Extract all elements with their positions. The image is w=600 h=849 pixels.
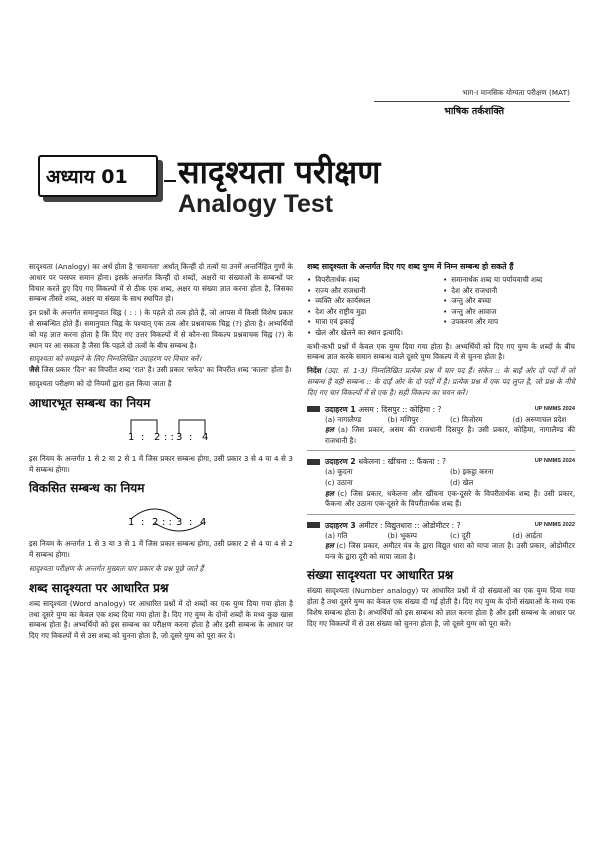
example-marker (307, 522, 320, 528)
example-marker (307, 459, 320, 465)
section-header: भाषिक तर्कशक्ति (444, 106, 504, 117)
series-header: भाग-I मानसिक योग्यता परीक्षण (MAT) (462, 88, 570, 97)
intro-italic: सादृश्यता को समझने के लिए निम्नलिखित उदाहरण पर विचार करें। (29, 354, 202, 364)
relation-item: • जन्तु और बच्चा (443, 296, 575, 307)
relation-item: • देश और राष्ट्रीय मुद्रा (307, 307, 439, 318)
option: (d) आर्द्रता (512, 530, 543, 540)
rule1-n3: 3 (176, 431, 183, 443)
chapter-number: अध्याय 01 (46, 166, 128, 188)
example-3-solution (325, 541, 575, 562)
rule2-text: इस नियम के अन्तर्गत 1 से 3 या 3 से 1 में जिस प्रकार सम्बन्ध होगा, उसी प्रकार 2 से 4 या 4 से 2 में सम्बन्ध होगा। (29, 539, 293, 560)
example-divider (307, 514, 575, 515)
rule1-sep2: : : (164, 431, 174, 443)
example-2-question: धकेलना : खींचना :: फैंकना : ? (358, 457, 447, 467)
rule2-n2: 2 (152, 517, 159, 529)
directions-text: (उदा. सं. 1-3) निम्नलिखित प्रत्येक प्रश्न में चार पद हैं। संकेत :: के बाईं ओर दो पदों में जो सम्बन्ध है वही सम्बन्ध :: के दाईं ओर के दो पदों में है। प्रत्येक प्रश्न में एक पद लुप्त है, जो प्रश्न के नीचे दिए गए चार विकल्पों में से एक है। सही विकल्प का चयन करें। (307, 366, 575, 397)
directions-label: निर्देश (307, 366, 322, 376)
solution-text: (c) जिस प्रकार, अमीटर यंत्र के द्वारा विद्युत धारा को मापा जाता है। उसी प्रकार, ओडोमीटर यन्त्र के द्वारा दूरी को मापा जाता है। (325, 541, 575, 561)
example-2-solution (325, 489, 575, 510)
option: (b) इकट्ठा करना (450, 467, 494, 477)
solution-label: हल (325, 488, 334, 498)
number-analogy-text: संख्या सादृश्यता (Number analogy) पर आधारित प्रश्नों में दो संख्याओं का एक युग्म दिया गया होता है तथा दूसरे युग्म का केवल एक संख्या दी गई होती है। दिए गए युग्म के दोनों संख्याओं के मध्य एक विशेष सम्बन्ध होता है। अभ्यर्थियों को इस सम्बन्ध को ज्ञात करना होता है और इसी सम्बन्ध के आधार पर दिए गए विकल्पों में से उस संख्या को चुनना होता है, जो दूसरे युग्म को पूरा करें। (307, 586, 575, 628)
number-analogy-title: संख्या सादृश्यता पर आधारित प्रश्न (307, 568, 454, 583)
example-2-label: उदाहरण 2 (325, 457, 356, 467)
example-1-tag: UP NMMS 2024 (534, 405, 575, 412)
word-analogy-title: शब्द सादृश्यता पर आधारित प्रश्न (29, 580, 169, 595)
example-1-header (307, 404, 575, 415)
example-1-question: असम : दिसपुर :: कोहिमा : ? (358, 404, 442, 414)
relation-item: • देश और राजधानी (443, 286, 575, 297)
option: (b) मणिपुर (387, 414, 419, 424)
rule2-italic-note: सादृश्यता परीक्षण के अन्तर्गत मुख्यतः चार प्रकार के प्रश्न पूछे जाते हैं (29, 563, 204, 573)
solution-label: हल (325, 425, 334, 435)
relations-paragraph: कभी-कभी प्रश्नों में केवल एक युग्म दिया गया होता है। अभ्यर्थियों को दिए गए युग्म के शब्दों के बीच सम्बन्ध ज्ञात करके समान सम्बन्ध वाले दूसरे युग्म विकल्प में से चुनना होता है। (307, 341, 575, 362)
rule2-sep3: : (189, 517, 193, 529)
relation-item: • जन्तु और आवाज (443, 307, 575, 318)
rule1-title: आधारभूत सम्बन्ध का नियम (29, 395, 151, 410)
rule2-n4: 4 (200, 517, 207, 529)
relations-title: शब्द सादृश्यता के अन्तर्गत दिए गए शब्द युग्म में निम्न सम्बन्ध हो सकते हैं (307, 262, 514, 271)
relation-item: • उपकरण और माप (443, 317, 575, 328)
intro-paragraph-3 (29, 354, 293, 376)
option: (d) खेल (450, 477, 474, 487)
chapter-title-english: Analogy Test (178, 190, 334, 218)
example-1-solution (325, 425, 575, 446)
rule1-diagram-svg (119, 414, 215, 448)
chapter-connector (164, 180, 176, 182)
rule1-diagram (119, 414, 215, 448)
example-1-label: उदाहरण 1 (325, 404, 356, 414)
rule2-diagram-svg (119, 499, 215, 533)
directions (307, 366, 575, 398)
rule2-sep2: : : (162, 517, 172, 529)
example-marker (307, 406, 320, 412)
rule2-n3: 3 (176, 517, 183, 529)
example-3-tag: UP NMMS 2022 (534, 521, 575, 528)
option: (c) मिजोरम (450, 414, 483, 424)
relation-item: • राज्य और राजधानी (307, 286, 439, 297)
intro-paragraph-4: सादृश्यता परीक्षण को दो नियमों द्वारा हल किया जाता है (29, 378, 172, 388)
example-3-question: अमीटर : विद्युतधारा :: ओडोमीटर : ? (358, 520, 461, 530)
intro-example-text: जिस प्रकार 'दिन' का विपरीत शब्द 'रात' है। उसी प्रकार 'सफेद' का विपरीत शब्द 'काला' होता है। (41, 365, 292, 375)
example-1-options (325, 415, 575, 426)
relation-item: • समानार्थक शब्द या पर्यायवाची शब्द (443, 275, 575, 286)
example-divider (307, 450, 575, 451)
example-2 (307, 456, 575, 514)
example-3-options (325, 531, 575, 542)
intro-paragraph-1: सादृश्यता (Analogy) का अर्थ होता है 'समानता' अर्थात् किन्हीं दो तत्वों या उनमें अन्तर्निहित गुणों के आधार पर परस्पर समान होना। इसके अन्तर्गत किन्हीं दो शब्दों, अक्षरों या संख्याओं के सम्बन्धों पर विचार करते हुए दिए गए विकल्पों में से ठीक एक शब्द, अक्षर या संख्या ज्ञात करना होता है, जिसका सम्बन्ध तीसरे शब्द, अक्षर या संख्या के साथ स्थापित हो। (29, 262, 293, 304)
solution-text: (a) जिस प्रकार, असम की राजधानी दिसपुर है। उसी प्रकार, कोहिमा, नागालैण्ड की राजधानी है। (325, 425, 575, 445)
example-3-header (307, 520, 575, 531)
option: (a) कूदना (325, 467, 353, 477)
example-3-label: उदाहरण 3 (325, 520, 356, 530)
rule1-n2: 2 (154, 431, 161, 443)
option: (c) उठाना (325, 477, 353, 487)
intro-paragraph-2: इन प्रश्नों के अन्तर्गत समानुपात चिह्न ( : : ) के पहले दो तत्व होते हैं, जो आपस में किसी विशेष प्रकार से सम्बन्धित होते हैं। समानुपात चिह्न के पश्चात् एक तत्व और प्रश्नवाचक चिह्न (?) होता है। अभ्यर्थियों को यह ज्ञात करना होता है कि दिए गए उत्तर विकल्पों में से कौन-सा विकल्प प्रश्नवाचक चिह्न (?) के स्थान पर आ सकता है जैसा कि पहले दो तत्वों के बीच सम्बन्ध है। (29, 308, 293, 350)
solution-text: (c) जिस प्रकार, धकेलना और खींचना एक-दूसरे के विपरीतार्थक शब्द हैं। उसी प्रकार, फैंकना और उठाना एक-दूसरे के विपरीतार्थक शब्द हैं। (325, 488, 575, 509)
example-2-tag: UP NMMS 2024 (534, 458, 575, 465)
example-3 (307, 520, 575, 563)
rule2-diagram (119, 499, 215, 533)
rule1-n4: 4 (202, 431, 209, 443)
rule1-sep3: : (189, 431, 193, 443)
example-2-header (307, 456, 575, 467)
left-column (29, 262, 293, 645)
rule1-sep1: : (141, 431, 145, 443)
relation-item: • विपरीतार्थक शब्द (307, 275, 439, 286)
option: (b) भूकम्प (387, 530, 417, 540)
relation-item: • मात्रा एवं इकाई (307, 317, 439, 328)
rule1-text: इस नियम के अन्तर्गत 1 से 2 या 2 से 1 में जिस प्रकार सम्बन्ध होगा, उसी प्रकार 3 से 4 या 4 से 3 में सम्बन्ध होगा। (29, 453, 293, 474)
rule2-sep1: : (141, 517, 145, 529)
option: (c) दूरी (450, 530, 471, 540)
relation-item: • खेल और खेलने का स्थान इत्यादि। (307, 328, 575, 339)
relation-item: • व्यक्ति और कार्यस्थल (307, 296, 439, 307)
chapter-title-hindi: सादृश्यता परीक्षण (178, 153, 381, 191)
rule2-n1: 1 (128, 517, 135, 529)
option: (d) अरुणाचल प्रदेश (512, 414, 567, 424)
rule2-title: विकसित सम्बन्ध का नियम (29, 481, 145, 496)
intro-example-label: जैसे (29, 365, 40, 375)
option: (a) नागालैण्ड (325, 414, 362, 424)
example-2-options (325, 467, 575, 488)
relations-list (307, 275, 575, 339)
example-1 (307, 404, 575, 452)
option: (a) गति (325, 530, 348, 540)
solution-label: हल (325, 541, 334, 551)
word-analogy-text: शब्द सादृश्यता (Word analogy) पर आधारित प्रश्नों में दो शब्दों का एक युग्म दिया गया होता है तथा दूसरे युग्म का केवल एक शब्द दिया गया होता है। दिए गए युग्म के दोनों शब्दों के मध्य कुछ खास सम्बन्ध होता है। अभ्यर्थियों को इस सम्बन्ध का परीक्षण करना होता है और इसी सम्बन्ध के आधार पर दिए गए विकल्पों में से उस शब्द को चुनना होता है, जो दूसरे युग्म को पूरा कर दे। (29, 598, 293, 641)
header-rule (374, 101, 570, 102)
rule1-n1: 1 (128, 431, 135, 443)
right-column (307, 262, 575, 633)
